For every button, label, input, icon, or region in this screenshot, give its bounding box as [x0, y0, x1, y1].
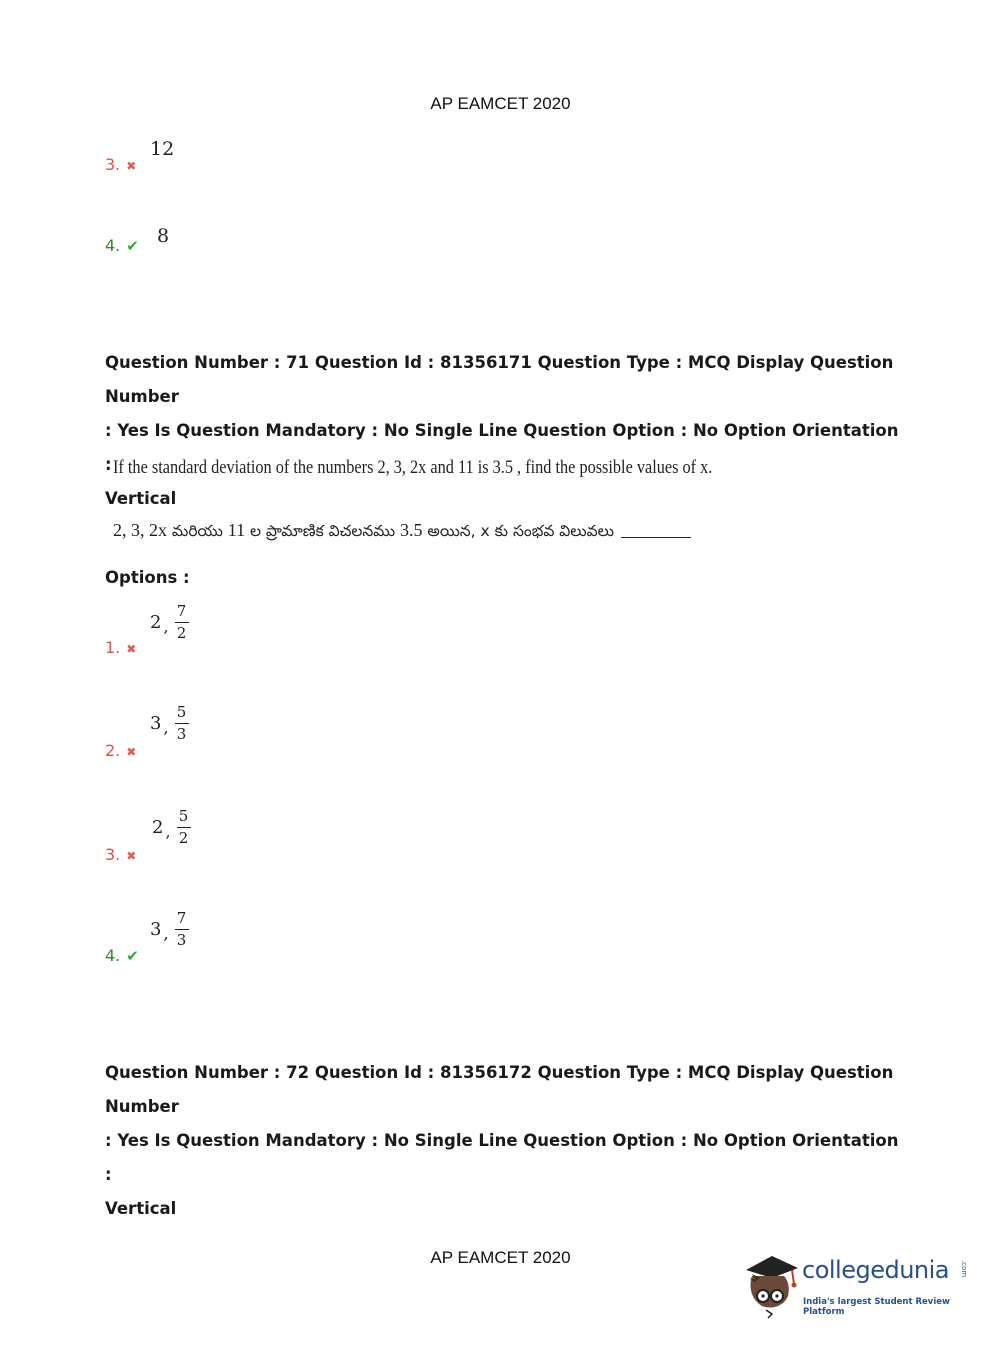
option-lead: 3 — [150, 713, 162, 734]
option-3 — [105, 845, 136, 864]
fraction-numerator: 5 — [176, 703, 187, 721]
cross-icon: ✖ — [126, 159, 137, 173]
fraction-bar — [175, 929, 189, 930]
meta-line: Question Number : 71 Question Id : 81356171 Question Type : MCQ Display Question Number — [105, 353, 894, 406]
option-4-value — [150, 910, 189, 949]
option-comma: , — [163, 718, 169, 737]
fraction-numerator: 5 — [178, 807, 189, 825]
option-1-value — [150, 603, 189, 642]
check-icon: ✔ — [126, 237, 139, 255]
option-number: 4. — [105, 946, 121, 965]
option-number: 2. — [105, 741, 121, 760]
cross-icon: ✖ — [126, 745, 137, 759]
te-num: 11 — [227, 520, 246, 540]
te-body: మరియు — [167, 522, 228, 540]
question-71-meta — [105, 346, 905, 516]
collegedunia-logo — [742, 1248, 972, 1320]
question-72-meta — [105, 1056, 905, 1226]
option-1 — [105, 638, 136, 657]
meta-line: Vertical — [105, 1199, 177, 1218]
logo-tagline: India's largest Student Review Platform — [803, 1297, 950, 1317]
prev-option-3 — [105, 155, 136, 174]
logo-wordmark: collegedunia — [802, 1256, 950, 1284]
meta-line: Vertical — [105, 489, 177, 508]
question-text-english: If the standard deviation of the numbers 2, 3, 2x and 11 is 3.5 , find the possible values of x. — [113, 458, 713, 478]
option-lead: 2 — [150, 612, 162, 633]
cross-icon: ✖ — [126, 849, 137, 863]
option-number: 1. — [105, 638, 121, 657]
te-prefix: 2, 3, 2x — [113, 520, 167, 540]
prev-option-4-value: 8 — [157, 225, 170, 247]
te-val: 3.5 — [400, 520, 423, 540]
mascot-icon — [742, 1248, 802, 1320]
fraction-numerator: 7 — [176, 602, 187, 620]
options-heading: Options : — [105, 568, 190, 587]
fraction-bar — [175, 622, 189, 623]
fraction — [177, 808, 191, 847]
option-comma: , — [163, 617, 169, 636]
question-text-telugu — [113, 520, 691, 544]
meta-line: Question Number : 72 Question Id : 81356172 Question Type : MCQ Display Question Number — [105, 1063, 894, 1116]
prev-option-4 — [105, 236, 139, 255]
fraction-bar — [175, 723, 189, 724]
check-icon: ✔ — [126, 947, 139, 965]
page-footer-title: AP EAMCET 2020 — [430, 1248, 571, 1267]
fraction-denominator: 3 — [176, 725, 187, 743]
fraction — [175, 910, 189, 949]
cross-icon: ✖ — [126, 642, 137, 656]
prev-option-3-value: 12 — [150, 138, 175, 160]
fraction — [175, 603, 189, 642]
option-2 — [105, 741, 136, 760]
fraction — [175, 704, 189, 743]
option-comma: , — [165, 822, 171, 841]
logo-dotcom: .com — [960, 1260, 968, 1278]
option-number: 4. — [105, 236, 121, 255]
fraction-bar — [177, 827, 191, 828]
option-number: 3. — [105, 845, 121, 864]
te-end: అయిన, x కు సంభవ విలువలు — [422, 522, 619, 540]
option-lead: 2 — [152, 817, 164, 838]
option-3-value — [152, 808, 191, 847]
meta-line: : Yes Is Question Mandatory : No Single Line Question Option : No Option Orientation : — [105, 1131, 899, 1184]
answer-blank — [621, 537, 691, 538]
option-2-value — [150, 704, 189, 743]
option-number: 3. — [105, 155, 121, 174]
fraction-denominator: 2 — [176, 624, 187, 642]
fraction-denominator: 2 — [178, 829, 189, 847]
option-comma: , — [163, 924, 169, 943]
option-4 — [105, 946, 139, 965]
fraction-denominator: 3 — [176, 931, 187, 949]
te-mid: ల ప్రామాణిక విచలనము — [245, 522, 400, 540]
page-header-title: AP EAMCET 2020 — [430, 94, 571, 113]
meta-line: : Yes Is Question Mandatory : No Single Line Question Option : No Option Orientation : — [105, 421, 899, 474]
fraction-numerator: 7 — [176, 909, 187, 927]
option-lead: 3 — [150, 919, 162, 940]
